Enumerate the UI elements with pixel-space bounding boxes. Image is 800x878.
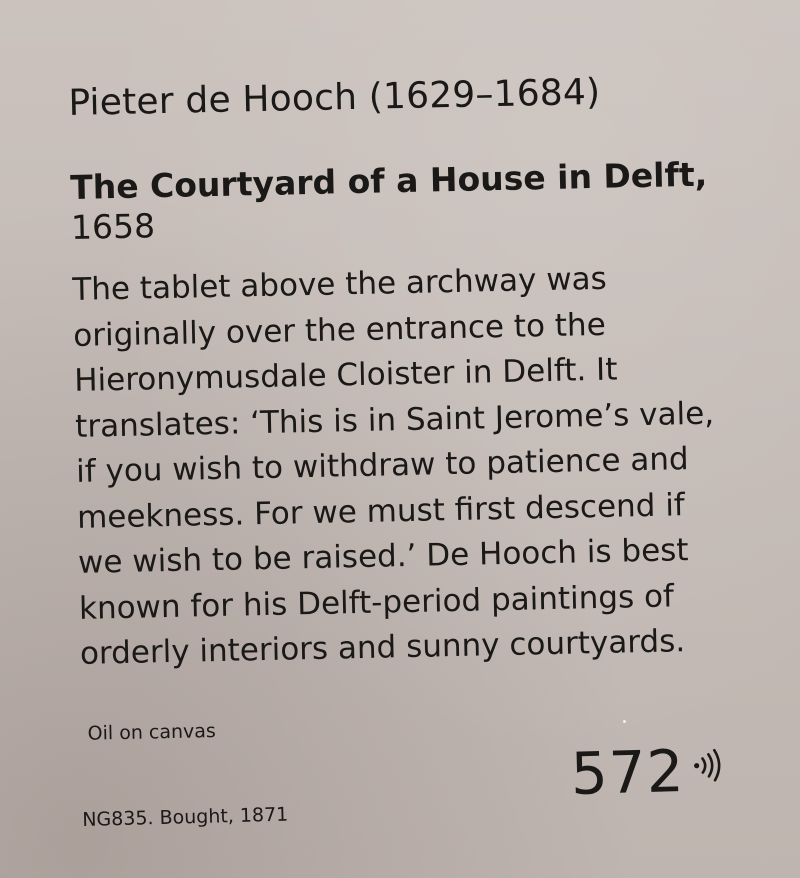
audio-waves-icon [692, 748, 727, 783]
artwork-medium: Oil on canvas [87, 719, 217, 745]
artwork-title: The Courtyard of a House in Delft, [69, 154, 708, 207]
artist-name: Pieter de Hooch (1629–1684) [68, 71, 601, 124]
audio-guide-number: 572 [569, 737, 686, 808]
surface-speck [623, 720, 626, 723]
description-line: The tablet above the archway was [71, 260, 608, 308]
description-line: meekness. For we must first descend if [76, 486, 686, 536]
artwork-description [72, 253, 780, 677]
audio-guide-marker [570, 738, 727, 806]
description-line: if you wish to withdraw to patience and [75, 441, 690, 490]
artwork-year: 1658 [70, 206, 156, 247]
description-line: translates: ‘This is in Saint Jerome’s vale, [74, 395, 715, 445]
description-line: orderly interiors and sunny courtyards. [79, 623, 686, 672]
accession-credit: NG835. Bought, 1871 [82, 803, 289, 831]
label-text-block [68, 67, 782, 745]
description-line: Hieronymusdale Cloister in Delft. It [73, 351, 618, 399]
description-line: we wish to be raised.’ De Hooch is best [77, 532, 689, 581]
description-line: known for his Delft-period paintings of [78, 577, 675, 627]
description-line: originally over the entrance to the [72, 306, 607, 354]
